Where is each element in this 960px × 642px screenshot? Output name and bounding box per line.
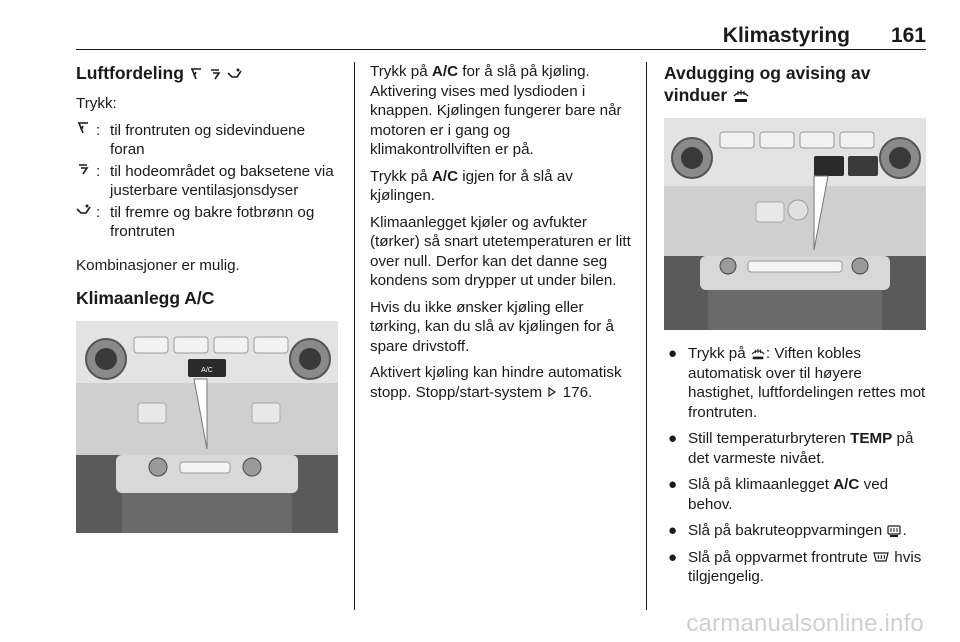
airflow-option-text: til hodeområdet og baksetene via justerbare ventilasjonsdyser [110, 162, 334, 199]
airflow-option: : til frontruten og sidevinduene foran [76, 121, 342, 160]
airflow-option-text: til fremre og bakre fotbrønn og frontruten [110, 203, 315, 240]
chapter-title: Klimastyring [722, 24, 850, 47]
airflow-option: : til fremre og bakre fotbrønn og frontruten [76, 203, 342, 242]
heated-windscreen-icon [872, 550, 890, 564]
ac-control-panel-photo [76, 321, 338, 533]
windscreen-airflow-icon [189, 67, 203, 81]
head-area-airflow-icon [76, 162, 90, 176]
list-item: ● Slå på oppvarmet frontrute hvis tilgjengelig. [668, 548, 922, 585]
head-area-airflow-icon [208, 67, 222, 81]
ac-paragraph: Trykk på A/C for å slå på kjøling. Aktivering vises med lysdioden i knappen. Kjølingen fungerer bare når motoren er i gang og klimakontrollviften er på. [370, 63, 622, 158]
list-item: ● Still temperaturbryteren TEMP på det varmeste nivået. [668, 430, 914, 467]
combination-note: Kombinasjoner er mulig. [76, 256, 240, 274]
page-reference-icon [546, 386, 558, 398]
column-divider [354, 62, 355, 610]
rear-window-heating-icon [886, 524, 902, 538]
watermark: carmanualsonline.info [686, 610, 924, 637]
front-defrost-icon [750, 347, 766, 361]
footwell-airflow-icon [227, 67, 243, 81]
press-label: Trykk: [76, 95, 117, 112]
page-reference[interactable]: 176. [562, 383, 593, 401]
ac-heading: Klimaanlegg A/C [76, 288, 215, 308]
airflow-option: : til hodeområdet og baksetene via justerbare ventilasjonsdyser [76, 162, 342, 201]
list-item: ● Trykk på : Viften kobles automatisk over til høyere hastighet, luftfordelingen rettes mot frontruten. [668, 345, 926, 421]
ac-paragraph: Trykk på A/C igjen for å slå av kjølingen. [370, 167, 573, 204]
list-item: ● Slå på klimaanlegget A/C ved behov. [668, 476, 889, 513]
defog-heading: Avdugging og avising av vinduer [664, 63, 871, 105]
column-middle [370, 62, 634, 409]
defrost-control-panel-photo [664, 118, 926, 330]
windscreen-airflow-icon [76, 121, 90, 135]
column-left [76, 62, 342, 533]
column-right [664, 62, 926, 594]
ac-button-label: A/C [201, 367, 213, 374]
page-number: 161 [890, 24, 926, 47]
ac-paragraph: Aktivert kjøling kan hindre automatisk stopp. Stopp/start-system 176. [370, 364, 622, 401]
list-item: ● Slå på bakruteoppvarmingen . [668, 522, 907, 539]
airflow-heading: Luftfordeling [76, 62, 342, 84]
ac-paragraph: Hvis du ikke ønsker kjøling eller tørking, kan du slå av kjølingen for å spare drivstoff. [370, 298, 614, 355]
ac-paragraph: Klimaanlegget kjøler og avfukter (tørker) så snart utetemperaturen er litt over null. Derfor kan det danne seg kondens som drypper ut under bilen. [370, 213, 631, 289]
airflow-option-text: til frontruten og sidevinduene foran [110, 121, 306, 158]
page-header [76, 0, 926, 50]
front-defrost-icon [732, 88, 750, 104]
footwell-airflow-icon [76, 203, 92, 217]
column-divider [646, 62, 647, 610]
